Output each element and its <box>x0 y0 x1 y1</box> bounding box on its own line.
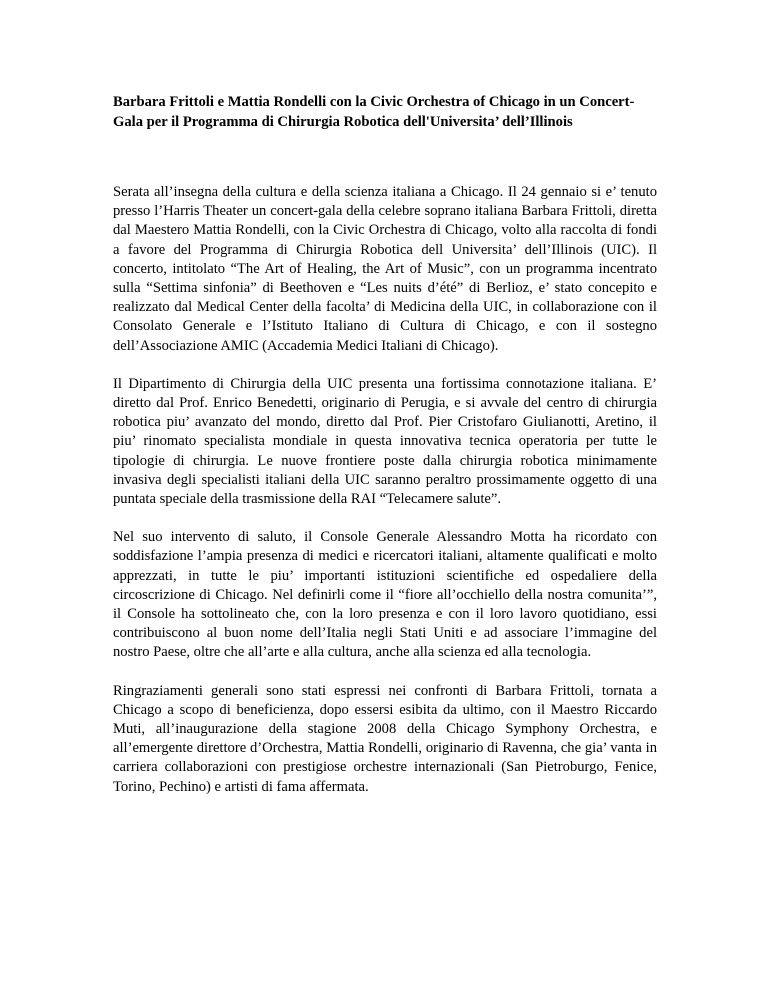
paragraph-1: Serata all’insegna della cultura e della scienza italiana a Chicago. Il 24 gennaio si e’ tenuto presso l’Harris Theater un concert-gala della celebre soprano italiana Barbara Frittoli, diretta dal Maestero Mattia Rondelli, con la Civic Orchestra di Chicago, volto alla raccolta di fondi a favore del Programma di Chirurgia Robotica dell Universita’ dell’Illinois (UIC). Il concerto, intitolato “The Art of Healing, the Art of Music”, con un programma incentrato sulla “Settima sinfonia” di Beethoven e “Les nuits d’été” di Berlioz, e’ stato concepito e realizzato dal Medical Center della facolta’ di Medicina della UIC, in collaborazione con il Consolato Generale e l’Istituto Italiano di Cultura di Chicago, e con il sostegno dell’Associazione AMIC (Accademia Medici Italiani di Chicago). <box>113 184 657 354</box>
paragraph-2: Il Dipartimento di Chirurgia della UIC presenta una fortissima connotazione italiana. E’ diretto dal Prof. Enrico Benedetti, originario di Perugia, e si avvale del centro di chirurgia robotica piu’ avanzato del mondo, diretto dal Prof. Pier Cristofaro Giulianotti, Aretino, il piu’ rinomato specialista mondiale in questa innovativa tecnica operatoria per tutte le tipologie di chirurgia. Le nuove frontiere poste dalla chirurgia robotica minimamente invasiva degli specialisti italiani della UIC saranno peraltro prossimamente oggetto di una puntata speciale della trasmissione della RAI “Telecamere salute”. <box>113 375 657 508</box>
paragraph-3: Nel suo intervento di saluto, il Console Generale Alessandro Motta ha ricordato con soddisfazione l’ampia presenza di medici e ricercatori italiani, altamente qualificati e molto apprezzati, in tutte le piu’ importanti istituzioni scientifiche ed ospedaliere della circoscrizione di Chicago. Nel definirli come il “fiore all’occhiello della nostra comunita’”, il Console ha sottolineato che, con la loro presenza e con il loro lavoro quotidiano, essi contribuiscono al buon nome dell’Italia negli Stati Uniti e ad associare l’immagine del nostro Paese, oltre che all’arte e alla cultura, anche alla scienza ed alla tecnologia. <box>113 529 657 661</box>
document-title: Barbara Frittoli e Mattia Rondelli con la Civic Orchestra of Chicago in un Concert-Gala per il Programma di Chirurgia Robotica dell'Universita’ dell’Illinois <box>113 94 635 130</box>
paragraph-4: Ringraziamenti generali sono stati espressi nei confronti di Barbara Frittoli, tornata a Chicago a scopo di beneficienza, dopo essersi esibita da ultimo, con il Maestro Riccardo Muti, all’inaugurazione della stagione 2008 della Chicago Symphony Orchestra, e all’emergente direttore d’Orchestra, Mattia Rondelli, originario di Ravenna, che gia’ vanta in carriera collaborazioni con prestigiose orchestre internazionali (San Pietroburgo, Fenice, Torino, Pechino) e artisti di fama affermata. <box>113 682 657 795</box>
document-page <box>113 92 657 816</box>
